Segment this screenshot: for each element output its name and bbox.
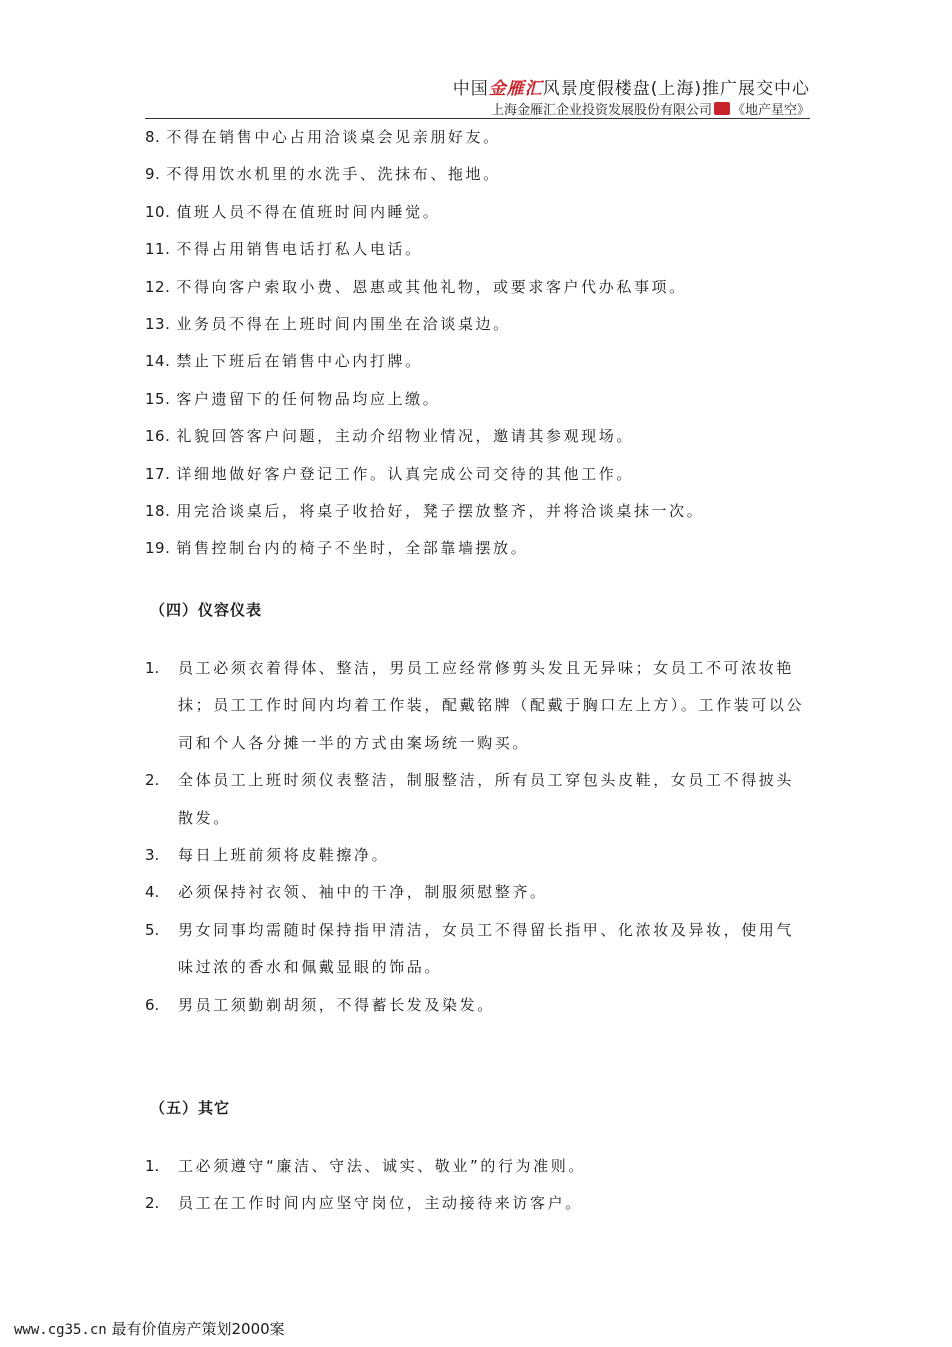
company-name: 上海金雁汇企业投资发展股份有限公司 [490,103,712,118]
list-item-text: 禁止下班后在销售中心内打牌。 [176,352,423,371]
list-item-number: 2. [145,1194,160,1213]
list-item-number: 3. [145,846,160,865]
list-item [145,389,810,426]
list-item-number: 17. [145,464,171,483]
brand-logo-text: 金雁汇 [488,79,543,99]
list-item [145,874,810,911]
list-item-number: 12. [145,277,171,296]
list-item-text: 全体员工上班时须仪表整洁，制服整洁，所有员工穿包头皮鞋，女员工不得披头散发。 [178,771,795,827]
list-item [145,987,810,1024]
list-item-text: 工必须遵守“廉洁、守法、诚实、敬业”的行为准则。 [178,1157,586,1175]
list-item [145,314,810,351]
footer-text: 最有价值房产策划2000案 [111,1320,285,1338]
list-item-number: 6. [145,995,160,1014]
list-item [145,277,810,314]
list-item-text: 员工必须衣着得体、整洁，男员工应经常修剪头发且无异味；女员工不可浓妆艳抹；员工工作时间内均着工作装，配戴铭牌（配戴于胸口左上方）。工作装可以公司和个人各分摊一半的方式由案场统一购买。 [178,659,805,752]
list-item-text: 详细地做好客户登记工作。认真完成公司交待的其他工作。 [176,464,634,483]
list-item-number: 15. [145,389,171,408]
list-item [145,464,810,501]
list-item-text: 值班人员不得在值班时间内睡觉。 [176,202,441,221]
list-item-text: 不得占用销售电话打私人电话。 [176,240,423,259]
list-item-number: 4. [145,883,160,902]
list-item [145,426,810,463]
list-item-text: 男员工须勤剃胡须，不得蓄长发及染发。 [178,995,495,1014]
list-item [145,1148,810,1185]
list-item-number: 8. [145,128,161,146]
list-item-text: 客户遗留下的任何物品均应上缴。 [176,389,441,408]
list-item-text: 业务员不得在上班时间内围坐在洽谈桌边。 [176,314,511,333]
other-list [145,1148,810,1223]
header-title [453,74,810,99]
header-title-prefix: 中国 [452,79,489,99]
list-item-number: 10. [145,202,171,221]
section-title-other: （五）其它 [150,1099,231,1117]
list-item-text: 不得在销售中心占用洽谈桌会见亲朋好友。 [166,128,501,146]
list-item-number: 18. [145,501,171,520]
footer-url: www.cg35.cn [14,1322,107,1338]
list-item [145,762,810,837]
section-title-appearance: （四）仪容仪表 [150,601,263,619]
list-item-text: 必须保持衬衣领、袖中的干净，制服须慰整齐。 [178,883,548,902]
list-item-text: 不得用饮水机里的水洗手、洗抹布、拖地。 [166,165,501,184]
series-name: 《地产星空》 [731,103,810,118]
list-item [145,837,810,874]
list-item-number: 5. [145,920,160,939]
list-item-number: 2. [145,771,160,790]
list-item-number: 11. [145,240,171,259]
list-item [145,239,810,276]
header-subtitle [491,99,810,118]
list-item [145,351,810,388]
list-item [145,912,810,987]
list-item-text: 每日上班前须将皮鞋擦净。 [178,846,390,865]
header-title-suffix: 风景度假楼盘(上海)推广展交中心 [542,79,810,99]
list-item-number: 14. [145,352,171,371]
list-item-text: 员工在工作时间内应坚守岗位，主动接待来访客户。 [178,1194,583,1213]
list-item-text: 不得向客户索取小费、恩惠或其他礼物，或要求客户代办私事项。 [176,277,687,296]
list-item-number: 13. [145,314,171,333]
list-item-text: 礼貌回答客户问题，主动介绍物业情况，邀请其参观现场。 [176,427,634,446]
list-item [145,1185,810,1222]
list-item-number: 1. [145,1157,160,1175]
list-item [145,164,810,201]
page-footer [14,1318,285,1339]
list-item-number: 19. [145,539,171,558]
seal-icon [714,102,730,115]
page-header [145,72,810,119]
list-item [145,501,810,538]
list-item-text: 男女同事均需随时保持指甲清洁，女员工不得留长指甲、化浓妆及异妆，使用气味过浓的香水和佩戴显眼的饰品。 [178,920,795,977]
list-item [145,202,810,239]
list-item-number: 16. [145,427,171,446]
appearance-list [145,650,810,1024]
rules-list [145,127,810,576]
list-item [145,650,810,762]
list-item [145,538,810,575]
list-item-number: 9. [145,165,161,184]
list-item-number: 1. [145,659,160,677]
list-item-text: 销售控制台内的椅子不坐时，全部靠墙摆放。 [176,539,529,558]
list-item-text: 用完洽谈桌后，将桌子收拾好，凳子摆放整齐，并将洽谈桌抹一次。 [176,501,705,520]
list-item [145,127,810,164]
